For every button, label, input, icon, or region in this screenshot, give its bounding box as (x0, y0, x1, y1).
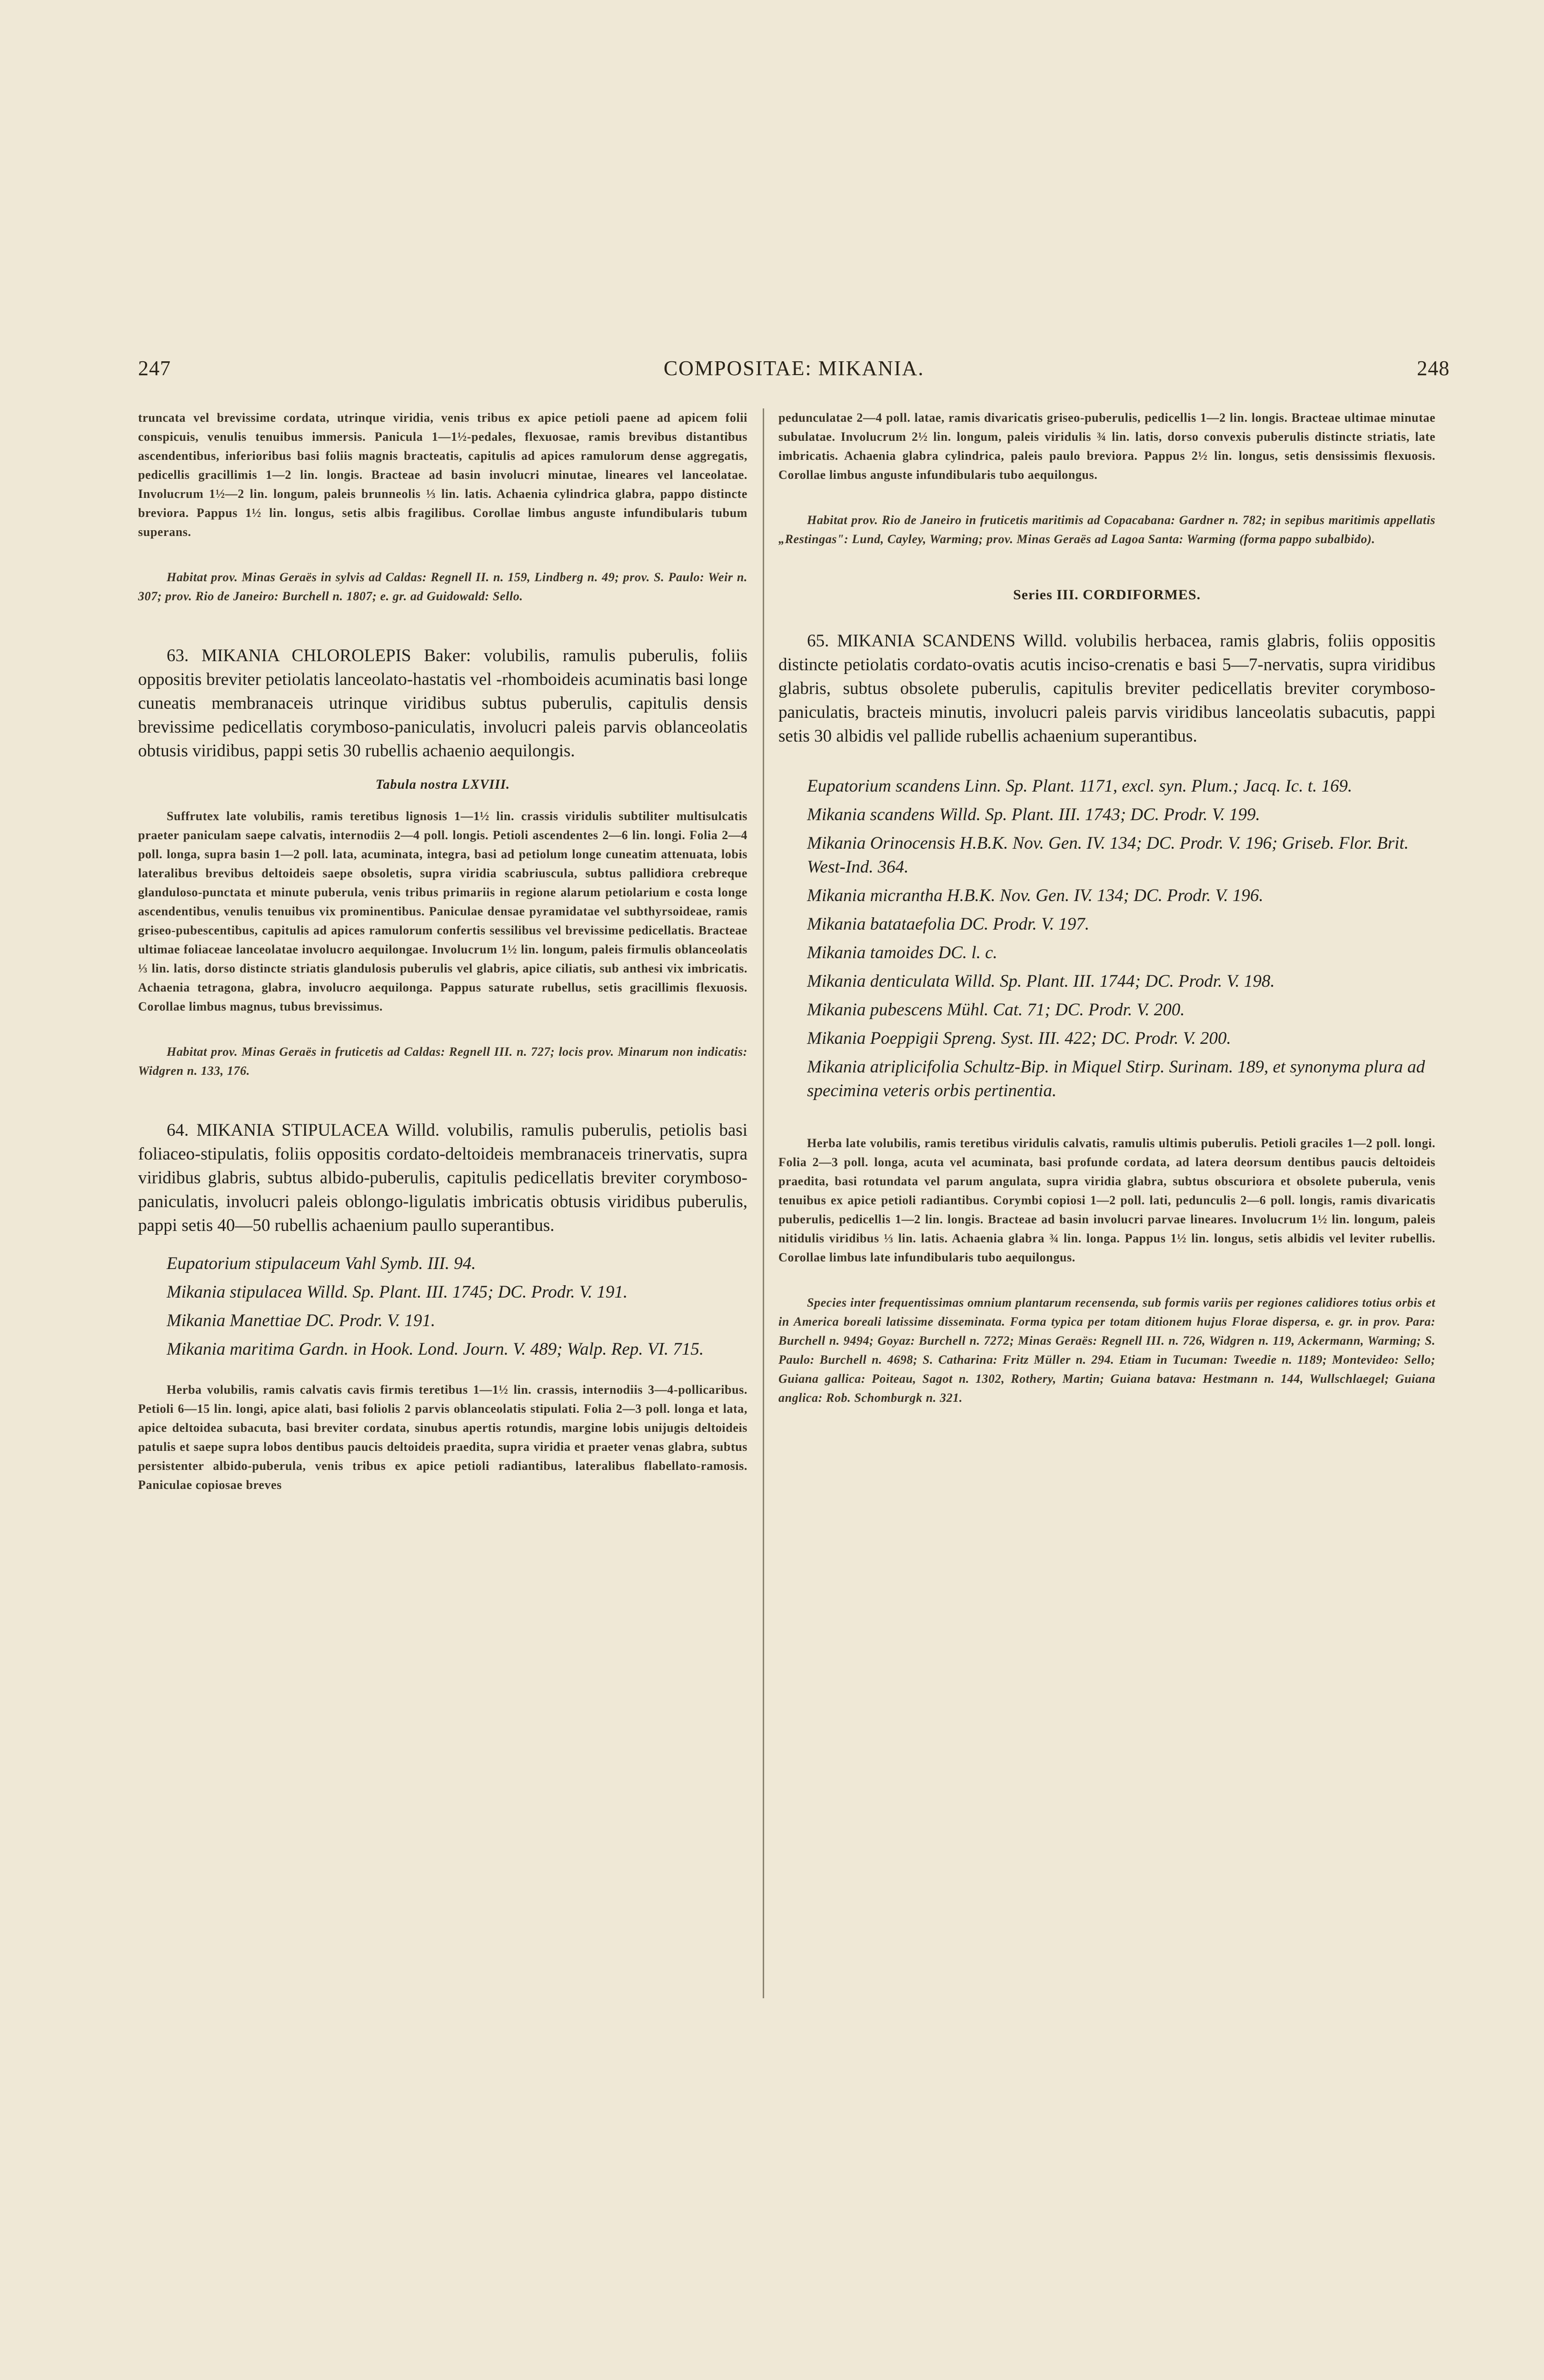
left-column (138, 408, 747, 1495)
habitat-64: Habitat prov. Rio de Janeiro in fruticetis maritimis ad Copacabana: Gardner n. 782; in sepibus maritimis appellatis „Restingas": Lund, Cayley, Warming; prov. Minas Geraës ad Lagoa Santa: Warming (forma pappo subalbido). (778, 513, 1435, 546)
species-64-description: Herba volubilis, ramis calvatis cavis firmis teretibus 1—1½ lin. crassis, internodiis 3—4-pollicaribus. Petioli 6—15 lin. longi, apice alati, basi foliolis 2 parvis oblanceolatis stipulati. Folia 2—3 poll. longa et lata, apice deltoidea subacuta, basi breviter cordata, sinubus apertis rotundis, margine lobis unijugis deltoideis patulis et saepe supra lobos dentibus paucis deltoideis praedita, supra viridia et praeter venas glabra, subtus persistenter albido-puberula, venis tribus ex apice petioli radiantibus, lateralibus flabellato-ramosis. Paniculae copiosae breves (138, 1383, 747, 1492)
right-column (778, 408, 1435, 1408)
description-64-continued: pedunculatae 2—4 poll. latae, ramis divaricatis griseo-puberulis, pedicellis 1—2 lin. longis. Bracteae ultimae minutae subulatae. Involucrum 2½ lin. longum, paleis viridulis ¾ lin. latis, dorso convexis puberulis distincte striatis, late imbricatis. Achaenia glabra cylindrica, paleis paulo breviora. Pappus 2½ lin. longus, setis densissimis flexuosis. Corollae limbus anguste infundibularis tubo aequilongus. (778, 411, 1435, 482)
synonym: Mikania Orinocensis H.B.K. Nov. Gen. IV. 134; DC. Prodr. V. 196; Griseb. Flor. Brit. West-Ind. 364. (807, 833, 1409, 877)
page-number-right: 248 (1417, 357, 1450, 380)
synonym: Mikania Manettiae DC. Prodr. V. 191. (167, 1311, 436, 1330)
synonym: Eupatorium stipulaceum Vahl Symb. III. 94. (167, 1254, 476, 1273)
species-63-description: Suffrutex late volubilis, ramis teretibus lignosis 1—1½ lin. crassis viridulis subtiliter multisulcatis praeter paniculam saepe calvatis, internodiis 2—4 poll. longis. Petioli ascendentes 2—6 lin. longi. Folia 2—4 poll. longa, supra basin 1—2 poll. lata, acuminata, integra, basi ad petiolum longe cuneatim attenuata, lobis lateralibus brevibus deltoideis saepe obsoletis, supra viridia scabriuscula, subtus pallidiora crebreque glanduloso-punctata et minute puberula, venis tribus primariis in regione alarum petiolarium e costa longe ascendentibus, venulis tenuibus vix prominentibus. Paniculae densae pyramidatae vel subthyrsoideae, ramis griseo-pubescentibus, capitulis ad apices ramulorum confertis sessilibus vel brevissime pedicellatis. Bracteae ultimae foliaceae lanceolatae involucro aequilongae. Involucrum 1½ lin. longum, paleis firmulis oblanceolatis ⅓ lin. latis, dorso distincte striatis glandulosis puberulis vel glabris, apice ciliatis, sub anthesi vix imbricatis. Achaenia tetragona, glabra, involucro aequilonga. Pappus saturate rubellus, setis gracillimis flexuosis. Corollae limbus magnus, tubus brevissimus. (138, 809, 747, 1013)
page-header (138, 356, 1450, 385)
species-65-description: Herba late volubilis, ramis teretibus viridulis calvatis, ramulis ultimis puberulis. Petioli graciles 1—2 poll. longi. Folia 2—3 poll. longa, acuta vel acuminata, basi profunde cordata, ad latera deorsum dentibus paucis deltoideis praedita, basi rotundata vel parum angulata, supra viridia glabra, subtus obscuriora et obsolete puberula, venis tenuibus ex apice petioli radiantibus. Corymbi copiosi 1—2 poll. lati, pedunculis 2—6 poll. longis, ramis divaricatis puberulis, pedicellis 1—2 lin. longis. Bracteae ad basin involucri parvae lineares. Involucrum 1½ lin. longum, paleis nitidulis viridibus ⅓ lin. latis. Achaenia glabra ¾ lin. longa. Pappus 1½ lin. longus, setis albidis vel leviter rubellis. Corollae limbus late infundibularis tubo aequilongus. (778, 1136, 1435, 1264)
species-63-diagnosis: 63. MIKANIA CHLOROLEPIS Baker: volubilis, ramulis puberulis, foliis oppositis breviter petiolatis lanceolato-hastatis vel -rhomboideis acuminatis basi longe cuneatis membranaceis utrinque viridibus subtus puberulis, capitulis densis brevissime pedicellatis corymboso-paniculatis, involucri paleis parvis oblanceolatis obtusis viridibus, pappi setis 30 rubellis achaenio aequilongis. (138, 646, 747, 761)
synonym: Eupatorium scandens Linn. Sp. Plant. 1171, excl. syn. Plum.; Jacq. Ic. t. 169. (807, 776, 1353, 796)
page (138, 0, 1450, 2380)
synonym: Mikania pubescens Mühl. Cat. 71; DC. Prodr. V. 200. (807, 1000, 1185, 1020)
synonym: Mikania scandens Willd. Sp. Plant. III. 1743; DC. Prodr. V. 199. (807, 805, 1260, 824)
species-65-diagnosis: 65. MIKANIA SCANDENS Willd. volubilis herbacea, ramis glabris, foliis oppositis distincte petiolatis cordato-ovatis acutis inciso-crenatis e basi 5—7-nervatis, supra viridibus glabris, subtus obsolete puberulis, capitulis breviter pedicellatis breviter corymboso-paniculatis, bracteis minutis, involucri paleis parvis viridibus lanceolatis subacutis, pappi setis 30 albidis vel pallide rubellis achaenium superantibus. (778, 631, 1435, 746)
synonym: Mikania atriplicifolia Schultz-Bip. in Miquel Stirp. Surinam. 189, et synonyma plura ad specimina veteris orbis pertinentia. (807, 1057, 1425, 1101)
synonym: Mikania tamoides DC. l. c. (807, 943, 997, 962)
series-heading: Series III. CORDIFORMES. (1013, 587, 1201, 603)
synonymy-65 (778, 774, 1435, 1103)
running-title: COMPOSITAE: MIKANIA. (663, 357, 925, 380)
synonym: Mikania maritima Gardn. in Hook. Lond. Journ. V. 489; Walp. Rep. VI. 715. (167, 1339, 704, 1359)
description-continued: truncata vel brevissime cordata, utrinque viridia, venis tribus ex apice petioli paene ad apicem folii conspicuis, venulis tenuibus immersis. Panicula 1—1½-pedales, flexuosae, ramis brevibus distantibus ascendentibus, inferioribus basi foliis magnis bracteatis, capitulis ad apices ramulorum dense aggregatis, pedicellis gracillimis 1—2 lin. longis. Bracteae ad basin involucri minutae, lineares vel lanceolatae. Involucrum 1½—2 lin. longum, paleis brunneolis ⅓ lin. latis. Achaenia cylindrica glabra, pappo distincte breviora. Pappus 1½ lin. longus, setis albis fragilibus. Corollae limbus anguste infundibularis tubum superans. (138, 411, 747, 539)
column-divider (763, 408, 764, 1998)
plate-reference: Tabula nostra LXVIII. (375, 777, 510, 792)
synonym: Mikania denticulata Willd. Sp. Plant. III. 1744; DC. Prodr. V. 198. (807, 972, 1275, 991)
synonym: Mikania Poeppigii Spreng. Syst. III. 422; DC. Prodr. V. 200. (807, 1029, 1231, 1048)
species-64-diagnosis: 64. MIKANIA STIPULACEA Willd. volubilis, ramulis puberulis, petiolis basi foliaceo-stipulatis, foliis oppositis cordato-deltoideis membranaceis trinervatis, supra viridibus glabris, subtus albido-puberulis, capitulis pedicellatis breviter corymboso-paniculatis, involucri paleis oblongo-ligulatis imbricatis obtusis viridibus puberulis, pappi setis 40—50 rubellis achaenium paullo superantibus. (138, 1121, 747, 1235)
habitat-62: Habitat prov. Minas Geraës in sylvis ad Caldas: Regnell II. n. 159, Lindberg n. 49; prov. S. Paulo: Weir n. 307; prov. Rio de Janeiro: Burchell n. 1807; e. gr. ad Guidowald: Sello. (138, 570, 747, 603)
synonym: Mikania micrantha H.B.K. Nov. Gen. IV. 134; DC. Prodr. V. 196. (807, 886, 1264, 905)
habitat-63: Habitat prov. Minas Geraës in fruticetis ad Caldas: Regnell III. n. 727; locis prov. Minarum non indicatis: Widgren n. 133, 176. (138, 1045, 747, 1078)
synonym: Mikania stipulacea Willd. Sp. Plant. III. 1745; DC. Prodr. V. 191. (167, 1282, 628, 1302)
species-65-distribution: Species inter frequentissimas omnium plantarum recensenda, sub formis variis per regiones calidiores totius orbis et in America boreali latissime disseminata. Forma typica per totam ditionem hujus Florae dispersa, e. gr. in prov. Para: Burchell n. 9494; Goyaz: Burchell n. 7272; Minas Geraës: Regnell III. n. 726, Widgren n. 119, Ackermann, Warming; S. Paulo: Burchell n. 4698; S. Catharina: Fritz Müller n. 294. Etiam in Tucuman: Tweedie n. 1189; Montevideo: Sello; Guiana gallica: Poiteau, Sagot n. 1302, Rothery, Martin; Guiana batava: Hestmann n. 144, Wullschlaegel; Guiana anglica: Rob. Schomburgk n. 321. (778, 1296, 1435, 1405)
synonymy-64 (138, 1252, 747, 1361)
synonym: Mikania batataefolia DC. Prodr. V. 197. (807, 914, 1090, 934)
page-number-left: 247 (138, 357, 171, 380)
